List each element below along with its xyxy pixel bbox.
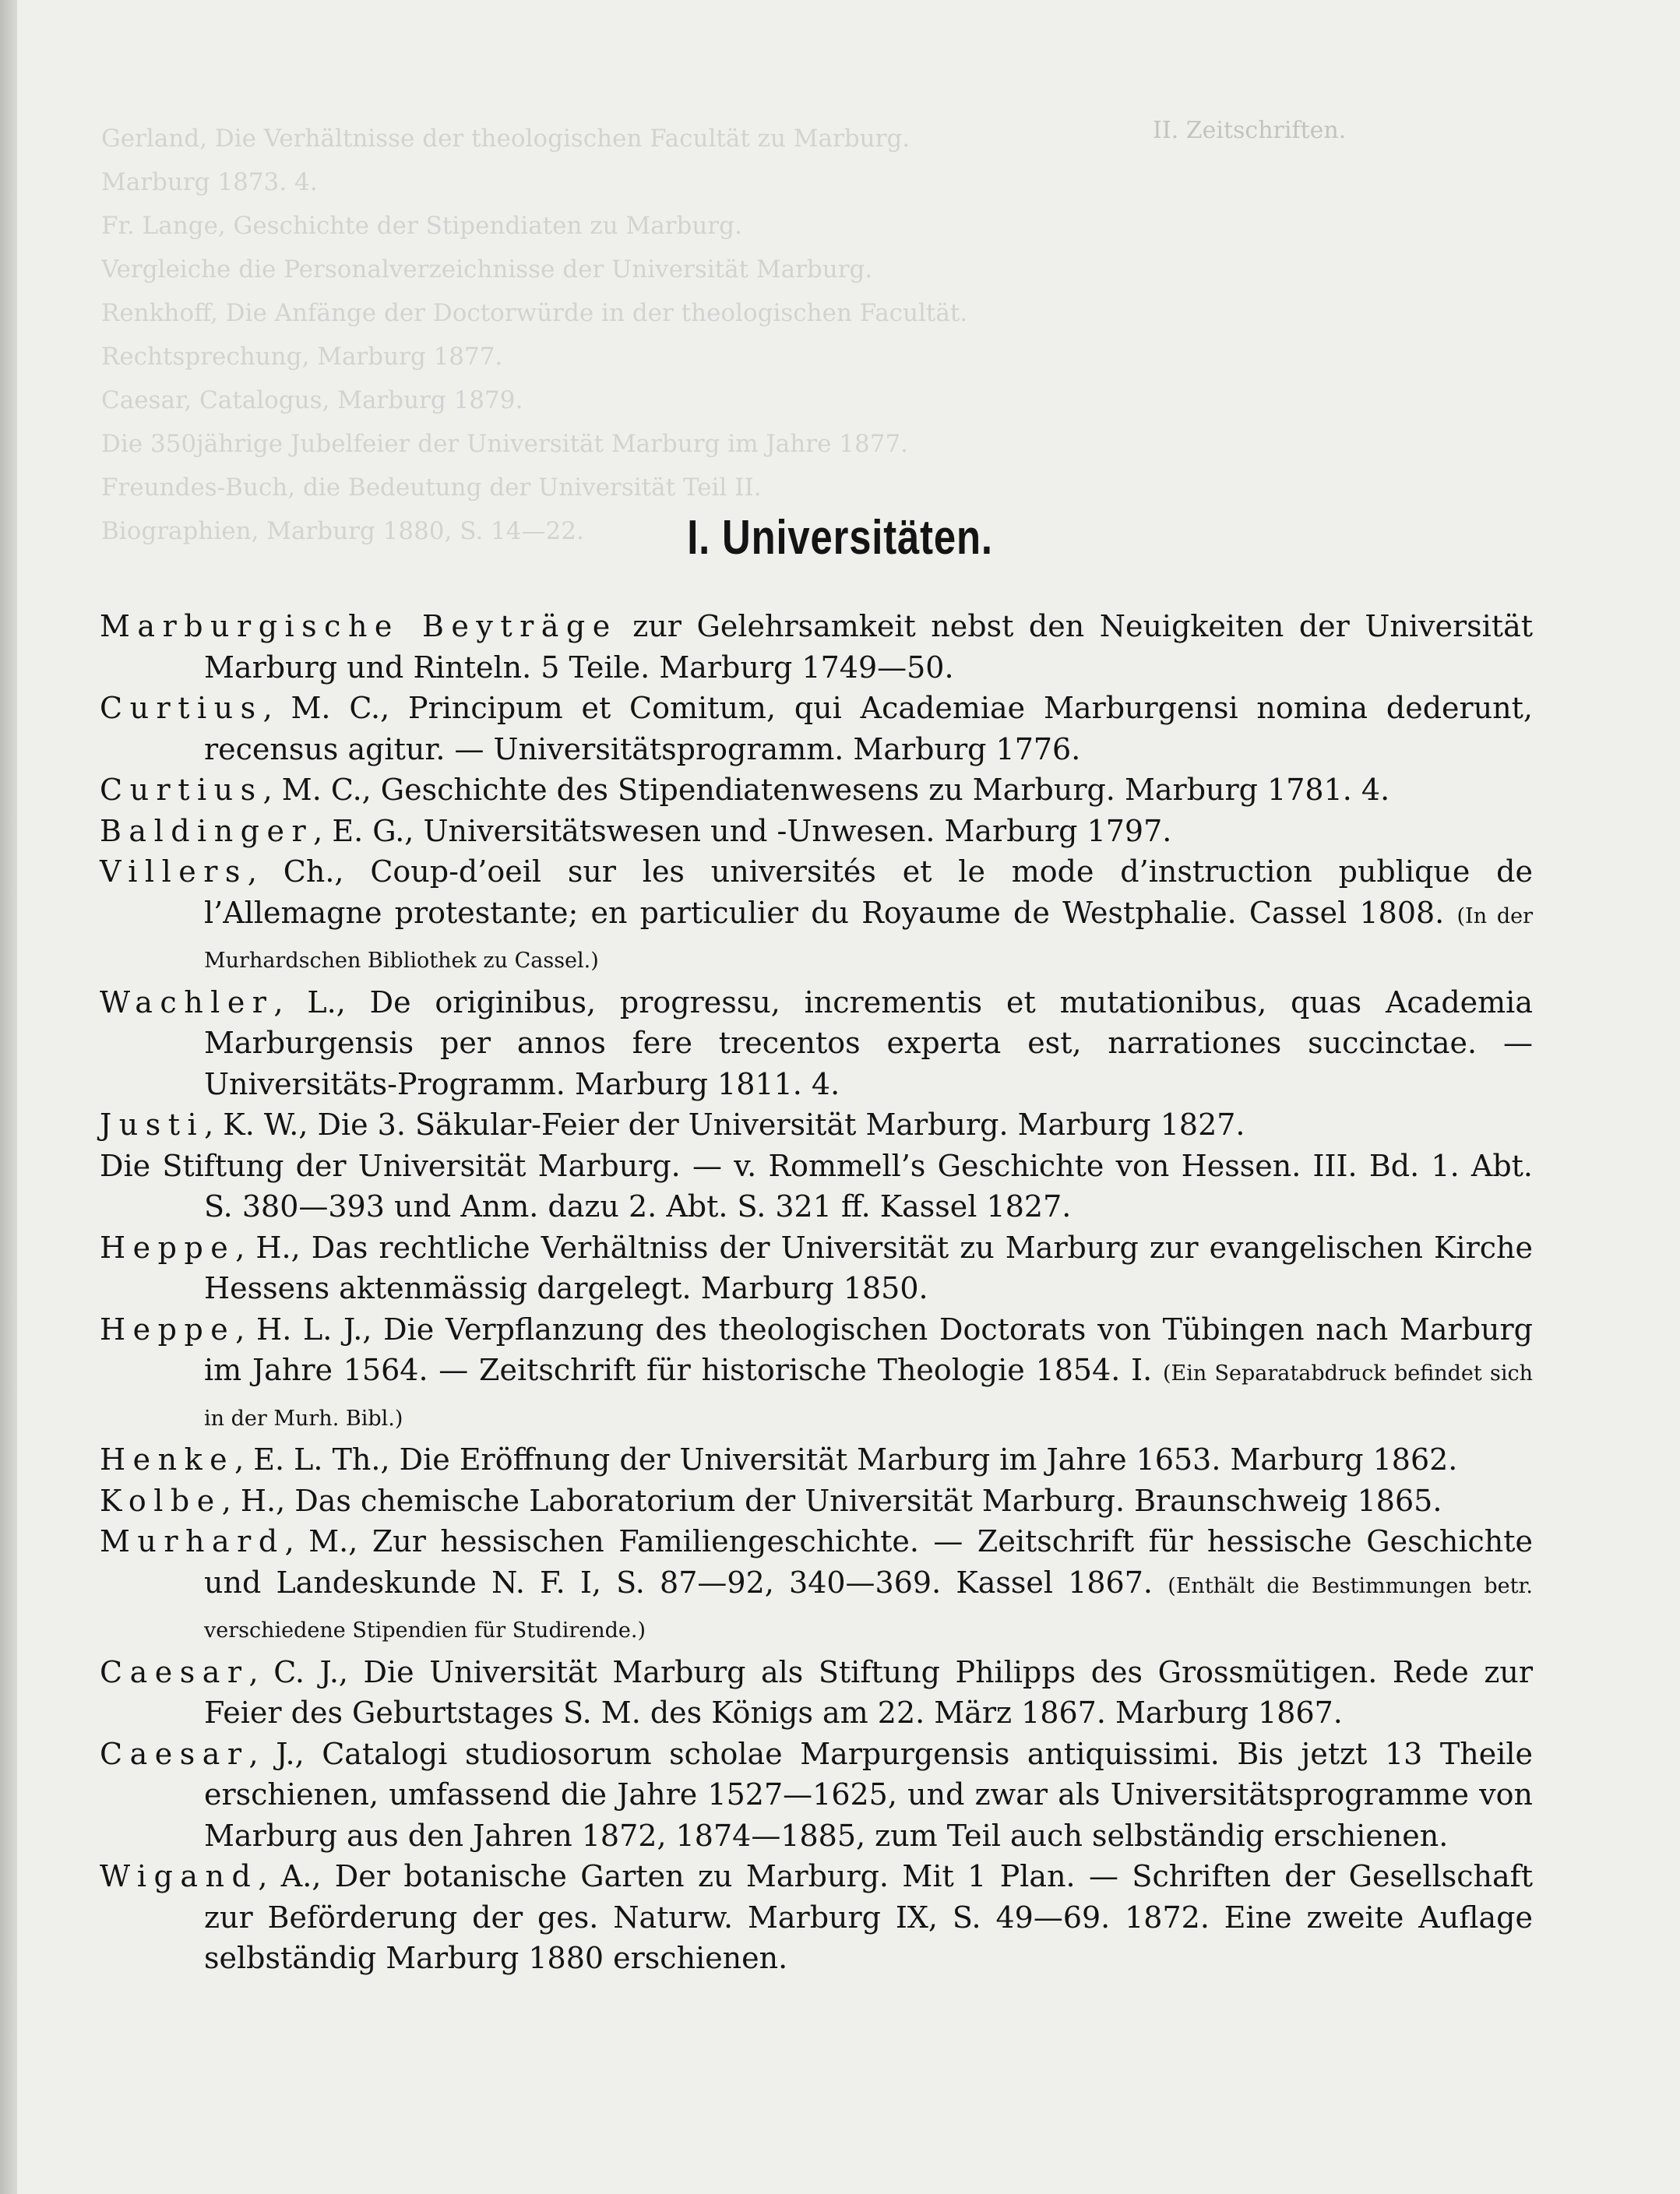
bibliography-entry (100, 1227, 1533, 1309)
entry-text: , J., Catalogi studiosorum scholae Marpurgensis antiquissimi. Bis jetzt 13 Theile erschienen, umfassend die Jahre 1527—1625, und zwar als Universitätsprogramme von Marburg aus den Jahren 1872, 1874—1885, zum Teil auch selbständig erschienen. (204, 1736, 1533, 1853)
entry-text: , M. C., Principum et Comitum, qui Academiae Marburgensi nomina dederunt, recensus agitur. — Universitätsprogramm. Marburg 1776. (204, 691, 1533, 766)
entry-text: , E. G., Universitätswesen und -Unwesen. Marburg 1797. (313, 813, 1172, 848)
bibliography-entry (100, 982, 1533, 1105)
entry-text: , H., Das rechtliche Verhältniss der Universität zu Marburg zur evangelischen Kirche Hessens aktenmässig dargelegt. Marburg 1850. (204, 1230, 1533, 1305)
bleed-through-line: Biographien, Marburg 1880, S. 14—22. (101, 517, 584, 545)
bleed-through-line: Rechtsprechung, Marburg 1877. (101, 343, 503, 371)
entry-text: , H., Das chemische Laboratorium der Universität Marburg. Braunschweig 1865. (221, 1483, 1442, 1518)
entry-author: Curtius (100, 691, 263, 725)
entry-text: , K. W., Die 3. Säkular-Feier der Universität Marburg. Marburg 1827. (204, 1108, 1245, 1142)
bibliography-entry (100, 1104, 1533, 1146)
bleed-through-line: Fr. Lange, Geschichte der Stipendiaten zu Marburg. (101, 212, 742, 240)
bleed-through-header: II. Zeitschriften. (1153, 117, 1347, 144)
entry-author: Marburgische Beyträge (100, 609, 618, 643)
entry-author: Murhard (100, 1524, 285, 1558)
entry-author: Caesar (100, 1654, 249, 1689)
bibliography-entry (100, 1734, 1533, 1857)
entry-text: , Ch., Coup-d’oeil sur les universités et le mode d’instruction publique de l’Allemagne protestante; en particulier du Royaume de Westphalie. Cassel 1808. (204, 854, 1533, 930)
entry-text: , M. C., Geschichte des Stipendiatenwesens zu Marburg. Marburg 1781. 4. (262, 773, 1390, 807)
entry-text: , A., Der botanische Garten zu Marburg. Mit 1 Plan. — Schriften der Gesellschaft zur Beförderung der ges. Naturw. Marburg IX, S. 49—69. 1872. Eine zweite Auflage selbständig Marburg 1880 erschienen. (204, 1859, 1533, 1975)
entry-author: Wachler (100, 984, 274, 1020)
bleed-through-line: Marburg 1873. 4. (101, 168, 318, 196)
entry-author: Henke (100, 1442, 235, 1477)
entry-author: Heppe (100, 1230, 236, 1265)
bibliography-entry (100, 769, 1533, 811)
entry-text: , C. J., Die Universität Marburg als Stiftung Philipps des Grossmütigen. Rede zur Feier des Geburtstages S. M. des Königs am 22. März 1867. Marburg 1867. (204, 1654, 1533, 1730)
section-heading: I. Universitäten. (687, 511, 993, 565)
entry-note: (Ein Separatabdruck befindet sich in der Murh. Bibl.) (204, 1361, 1533, 1431)
bibliography-entry (100, 1481, 1533, 1522)
entry-note: (In der Murhardschen Bibliothek zu Cassel.) (204, 903, 1533, 973)
entry-text: , L., De originibus, progressu, incrementis et mutationibus, quas Academia Marburgensis per annos fere trecentos experta est, narrationes succinctae. — Universitäts-Programm. Marburg 1811. 4. (204, 984, 1533, 1101)
entry-text: zur Gelehrsamkeit nebst den Neuigkeiten der Universität Marburg und Rinteln. 5 Teile. Marburg 1749—50. (204, 609, 1533, 685)
entry-author: Curtius (100, 773, 263, 807)
entry-author: Villers (100, 854, 248, 889)
bibliography-entry (100, 606, 1533, 688)
entry-text: Die Stiftung der Universität Marburg. — v. Rommell’s Geschichte von Hessen. III. Bd. 1. Abt. S. 380—393 und Anm. dazu 2. Abt. S. 321 ff. Kassel 1827. (100, 1148, 1533, 1224)
page-gutter-shadow (0, 0, 17, 2194)
bibliography-entry (100, 851, 1533, 982)
entry-text: , E. L. Th., Die Eröffnung der Universität Marburg im Jahre 1653. Marburg 1862. (234, 1442, 1458, 1477)
entry-text: , M., Zur hessischen Familiengeschichte. — Zeitschrift für hessische Geschichte und Landeskunde N. F. I, S. 87—92, 340—369. Kassel 1867. (204, 1524, 1533, 1600)
bleed-through-line: Vergleiche die Personalverzeichnisse der Universität Marburg. (101, 255, 873, 283)
bibliography-entry (100, 688, 1533, 769)
bleed-through-line: Gerland, Die Verhältnisse der theologischen Facultät zu Marburg. (101, 125, 910, 153)
bibliography-entry (100, 1439, 1533, 1481)
entry-author: Caesar (100, 1736, 249, 1771)
bibliography-entry (100, 1309, 1533, 1440)
bleed-through-line: Caesar, Catalogus, Marburg 1879. (101, 386, 523, 414)
bibliography-entry (100, 1856, 1533, 1979)
bibliography-list (100, 606, 1533, 1979)
bibliography-entry (100, 1652, 1533, 1734)
bibliography-entry (100, 811, 1533, 852)
entry-author: Kolbe (100, 1483, 222, 1518)
entry-author: Heppe (100, 1312, 236, 1347)
bibliography-entry (100, 1146, 1533, 1227)
entry-author: Baldinger (100, 813, 314, 848)
entry-text: , H. L. J., Die Verpflanzung des theologischen Doctorats von Tübingen nach Marburg im Jahre 1564. — Zeitschrift für historische Theologie 1854. I. (204, 1312, 1533, 1387)
bleed-through-line: Die 350jährige Jubelfeier der Universität Marburg im Jahre 1877. (101, 430, 909, 458)
entry-note: (Enthält die Bestimmungen betr. verschiedene Stipendien für Studirende.) (204, 1573, 1534, 1643)
entry-author: Wigand (100, 1859, 259, 1893)
bibliography-entry (100, 1521, 1533, 1652)
bleed-through-line: Renkhoff, Die Anfänge der Doctorwürde in der theologischen Facultät. (101, 299, 968, 327)
entry-author: Justi (100, 1108, 205, 1142)
bleed-through-line: Freundes-Buch, die Bedeutung der Universität Teil II. (101, 474, 762, 502)
